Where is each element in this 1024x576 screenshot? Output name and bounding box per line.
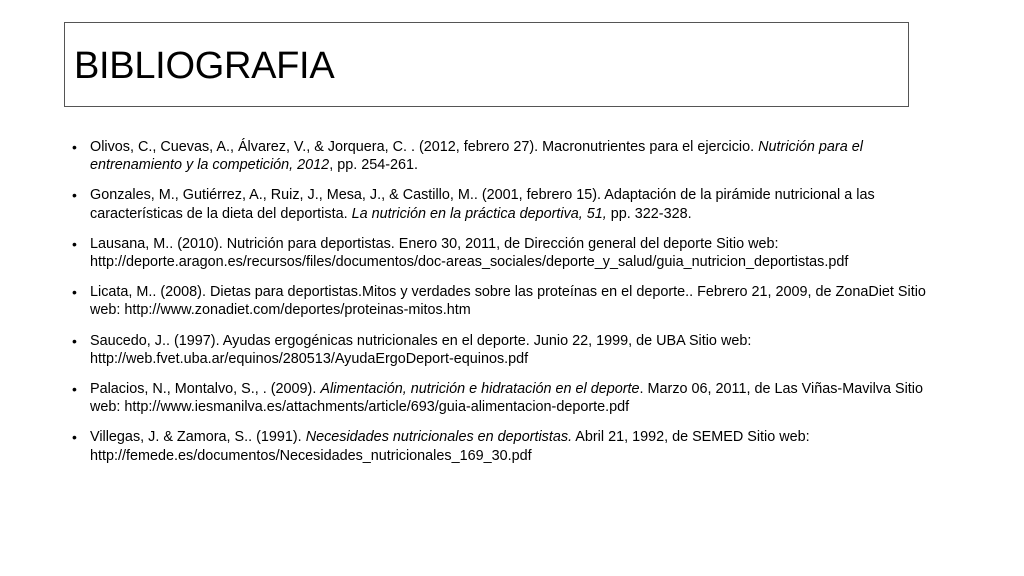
reference-text: Gonzales, M., Gutiérrez, A., Ruiz, J., Mesa, J., & Castillo, M.. (2001, febrero 15). Adaptación de la pirámide nutricional a las características de la dieta del deportista.: [90, 187, 875, 222]
reference-list: [72, 138, 952, 477]
reference-pages: , pp. 254-261.: [329, 157, 419, 174]
reference-source: La nutrición en la práctica deportiva, 51,: [351, 205, 607, 222]
bullet-icon: •: [72, 284, 77, 301]
reference-text: Licata, M.. (2008). Dietas para deportistas.Mitos y verdades sobre las proteínas en el deporte.. Febrero 21, 2009, de ZonaDiet Sitio web: http://www.zonadiet.com/deportes/proteinas-mitos.htm: [90, 284, 926, 319]
reference-item-1: [72, 138, 952, 174]
reference-url: . Marzo 06, 2011, de Las Viñas-Mavilva Sitio web: http://www.iesmanilva.es/attachments/article/693/guia-alimentacion-deporte.pdf: [90, 381, 923, 416]
reference-text: Palacios, N., Montalvo, S., . (2009).: [90, 381, 321, 398]
reference-url: http://femede.es/documentos/Necesidades_nutricionales_169_30.pdf: [90, 447, 532, 464]
bullet-icon: •: [72, 332, 77, 349]
bullet-icon: •: [72, 139, 77, 155]
bullet-icon: •: [72, 381, 77, 398]
reference-source: Necesidades nutricionales en deportistas.: [305, 429, 573, 446]
page-title: BIBLIOGRAFIA: [74, 45, 335, 87]
reference-source: Alimentación, nutrición e hidratación en el deporte: [320, 381, 640, 398]
reference-url: http://deporte.aragon.es/recursos/files/documentos/doc-areas_sociales/deporte_y_salud/guia_nutricion_deportistas.pdf: [90, 254, 849, 271]
reference-text: Olivos, C., Cuevas, A., Álvarez, V., & Jorquera, C. . (2012, febrero 27). Macronutrientes para el ejercicio.: [90, 139, 759, 155]
reference-item-2: [72, 186, 952, 222]
reference-text: Saucedo, J.. (1997). Ayudas ergogénicas nutricionales en el deporte. Junio 22, 1999, de UBA Sitio web:: [90, 332, 752, 349]
reference-item-3: [72, 235, 952, 271]
bullet-icon: •: [72, 187, 77, 204]
reference-text: Villegas, J. & Zamora, S.. (1991).: [90, 429, 306, 446]
reference-item-5: [72, 332, 952, 368]
reference-text: Lausana, M.. (2010). Nutrición para deportistas. Enero 30, 2011, de Dirección general del deporte Sitio web:: [90, 235, 779, 252]
reference-item-7: [72, 428, 952, 464]
reference-url: http://web.fvet.uba.ar/equinos/280513/AyudaErgoDeport-equinos.pdf: [90, 350, 529, 367]
title-box: [64, 22, 909, 107]
reference-pages: pp. 322-328.: [606, 205, 692, 222]
reference-item-6: [72, 380, 952, 416]
reference-source: Nutrición para el entrenamiento y la competición, 2012: [90, 139, 863, 174]
bullet-icon: •: [72, 235, 77, 252]
bullet-icon: •: [72, 429, 77, 446]
reference-text-tail: Abril 21, 1992, de SEMED Sitio web:: [572, 429, 810, 446]
reference-item-4: [72, 283, 952, 319]
